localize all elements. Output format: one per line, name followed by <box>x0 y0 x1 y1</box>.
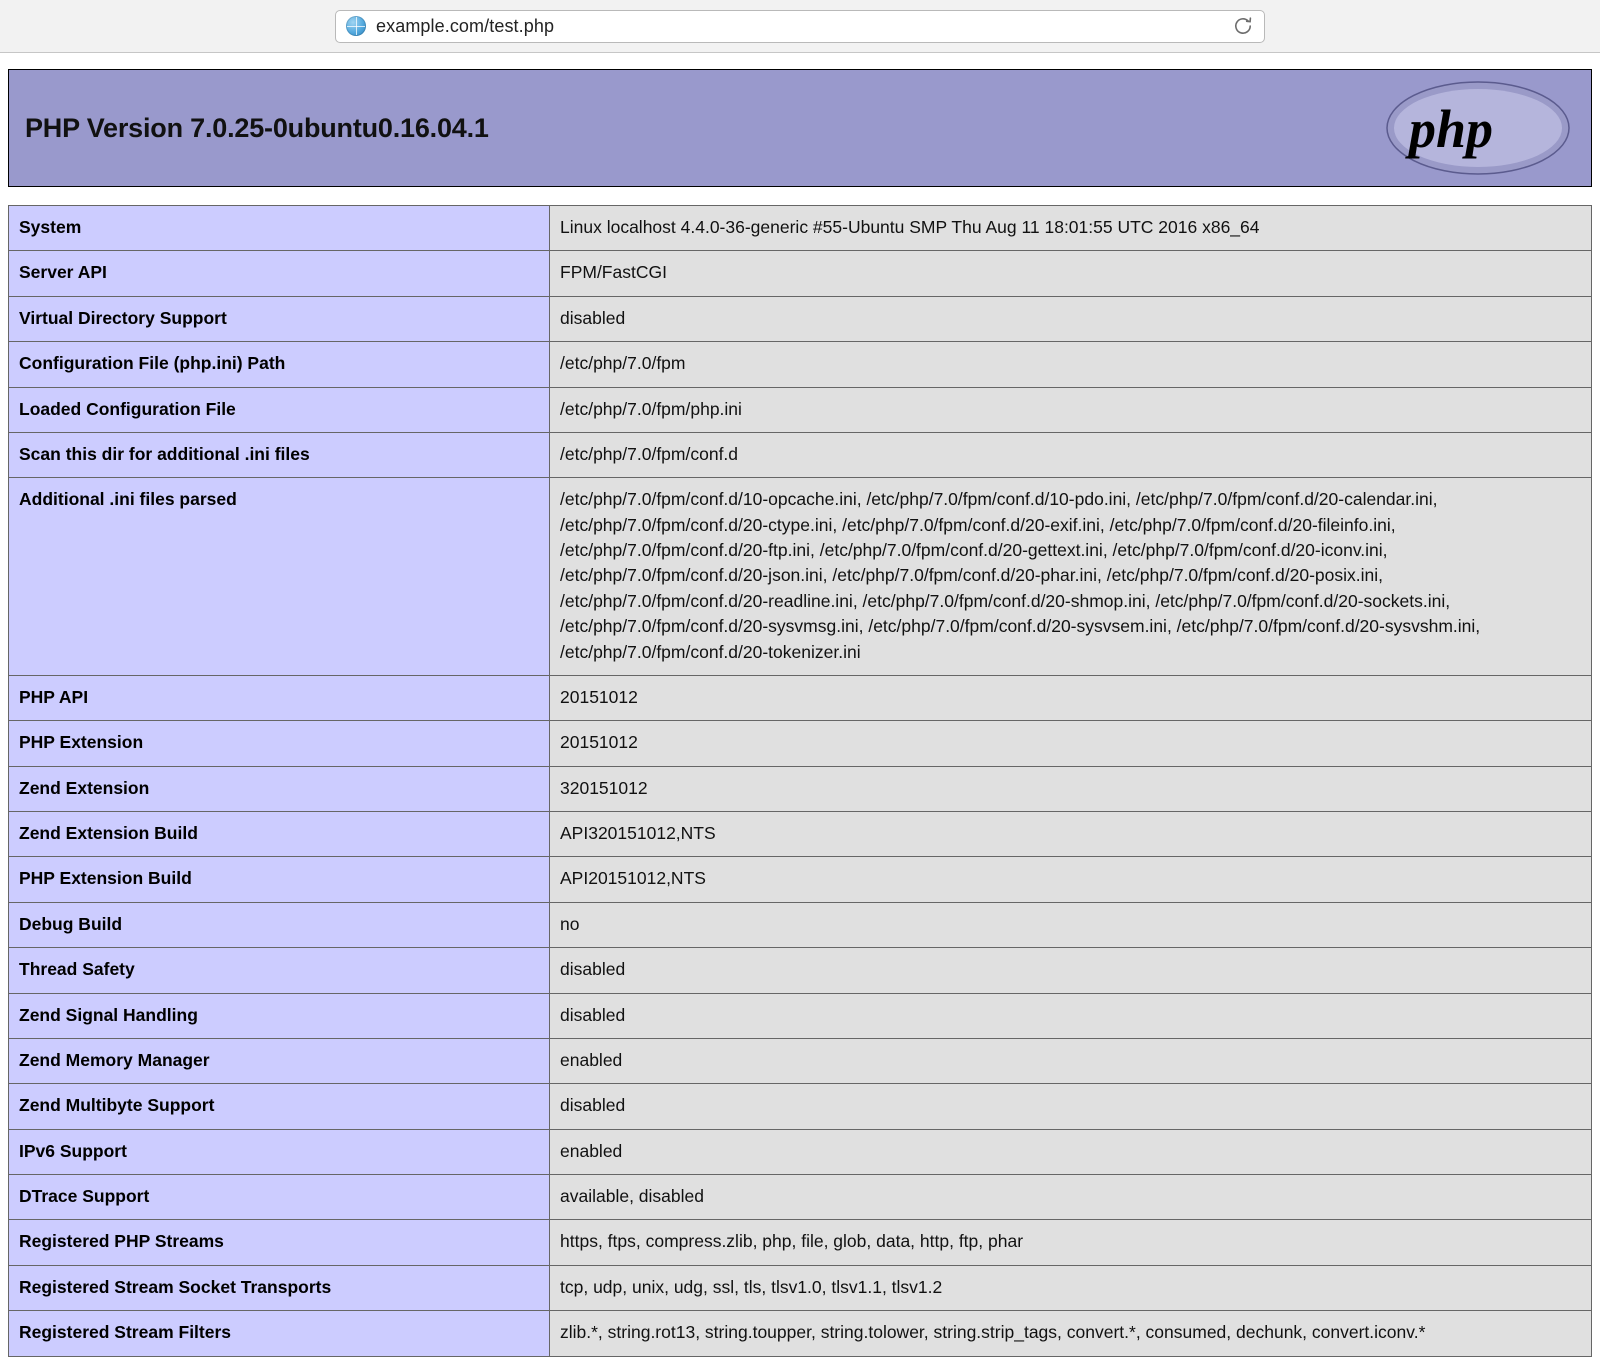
table-row <box>9 675 1592 720</box>
table-row <box>9 948 1592 993</box>
phpinfo-table-body <box>9 206 1592 1357</box>
table-row <box>9 1265 1592 1310</box>
table-row <box>9 296 1592 341</box>
row-value: https, ftps, compress.zlib, php, file, glob, data, http, ftp, phar <box>550 1220 1592 1265</box>
row-value: enabled <box>550 1129 1592 1174</box>
table-row <box>9 432 1592 477</box>
row-key: Zend Multibyte Support <box>9 1084 550 1129</box>
globe-icon <box>346 16 366 36</box>
row-value: 20151012 <box>550 675 1592 720</box>
table-row <box>9 1220 1592 1265</box>
phpinfo-page <box>0 69 1600 1357</box>
row-value: /etc/php/7.0/fpm/conf.d/10-opcache.ini, /etc/php/7.0/fpm/conf.d/10-pdo.ini, /etc/php/7.0/fpm/conf.d/20-calendar.ini, /etc/php/7.0/fpm/conf.d/20-ctype.ini, /etc/php/7.0/fpm/conf.d/20-exif.ini, /etc/php/7.0/fpm/conf.d/20-fileinfo.ini, /etc/php/7.0/fpm/conf.d/20-ftp.ini, /etc/php/7.0/fpm/conf.d/20-gettext.ini, /etc/php/7.0/fpm/conf.d/20-iconv.ini, /etc/php/7.0/fpm/conf.d/20-json.ini, /etc/php/7.0/fpm/conf.d/20-phar.ini, /etc/php/7.0/fpm/conf.d/20-posix.ini, /etc/php/7.0/fpm/conf.d/20-readline.ini, /etc/php/7.0/fpm/conf.d/20-shmop.ini, /etc/php/7.0/fpm/conf.d/20-sockets.ini, /etc/php/7.0/fpm/conf.d/20-sysvmsg.ini, /etc/php/7.0/fpm/conf.d/20-sysvsem.ini, /etc/php/7.0/fpm/conf.d/20-sysvshm.ini, /etc/php/7.0/fpm/conf.d/20-tokenizer.ini <box>550 478 1592 676</box>
row-value: zlib.*, string.rot13, string.toupper, string.tolower, string.strip_tags, convert.*, consumed, dechunk, convert.iconv.* <box>550 1311 1592 1356</box>
table-row <box>9 1038 1592 1083</box>
row-key: Registered Stream Filters <box>9 1311 550 1356</box>
table-row <box>9 1175 1592 1220</box>
php-version-header <box>8 69 1592 187</box>
row-value: API20151012,NTS <box>550 857 1592 902</box>
row-key: Zend Memory Manager <box>9 1038 550 1083</box>
table-row <box>9 1311 1592 1356</box>
row-key: Scan this dir for additional .ini files <box>9 432 550 477</box>
browser-toolbar <box>0 0 1600 53</box>
row-key: Additional .ini files parsed <box>9 478 550 676</box>
row-value: Linux localhost 4.4.0-36-generic #55-Ubuntu SMP Thu Aug 11 18:01:55 UTC 2016 x86_64 <box>550 206 1592 251</box>
row-key: Registered Stream Socket Transports <box>9 1265 550 1310</box>
row-value: available, disabled <box>550 1175 1592 1220</box>
row-value: no <box>550 902 1592 947</box>
row-value: disabled <box>550 948 1592 993</box>
row-value: tcp, udp, unix, udg, ssl, tls, tlsv1.0, tlsv1.1, tlsv1.2 <box>550 1265 1592 1310</box>
row-value: disabled <box>550 993 1592 1038</box>
row-key: Zend Extension Build <box>9 812 550 857</box>
table-row <box>9 766 1592 811</box>
row-value: disabled <box>550 296 1592 341</box>
row-value: FPM/FastCGI <box>550 251 1592 296</box>
address-bar-url: example.com/test.php <box>376 15 555 36</box>
table-row <box>9 721 1592 766</box>
row-key: Registered PHP Streams <box>9 1220 550 1265</box>
table-row <box>9 387 1592 432</box>
phpinfo-table <box>8 205 1592 1357</box>
row-value: API320151012,NTS <box>550 812 1592 857</box>
page-title: PHP Version 7.0.25-0ubuntu0.16.04.1 <box>25 112 489 143</box>
row-key: DTrace Support <box>9 1175 550 1220</box>
row-key: IPv6 Support <box>9 1129 550 1174</box>
row-value: 320151012 <box>550 766 1592 811</box>
table-row <box>9 902 1592 947</box>
address-bar[interactable] <box>335 10 1265 43</box>
row-key: Server API <box>9 251 550 296</box>
table-row <box>9 342 1592 387</box>
table-row <box>9 478 1592 676</box>
table-row <box>9 993 1592 1038</box>
row-value: disabled <box>550 1084 1592 1129</box>
row-key: Configuration File (php.ini) Path <box>9 342 550 387</box>
row-key: Loaded Configuration File <box>9 387 550 432</box>
row-value: /etc/php/7.0/fpm/php.ini <box>550 387 1592 432</box>
reload-icon[interactable] <box>1232 15 1254 37</box>
table-row <box>9 1084 1592 1129</box>
row-key: PHP Extension Build <box>9 857 550 902</box>
table-row <box>9 1129 1592 1174</box>
row-key: Zend Signal Handling <box>9 993 550 1038</box>
table-row <box>9 812 1592 857</box>
row-value: enabled <box>550 1038 1592 1083</box>
svg-text:php: php <box>1409 99 1494 159</box>
table-row <box>9 857 1592 902</box>
row-key: PHP API <box>9 675 550 720</box>
row-value: 20151012 <box>550 721 1592 766</box>
php-logo-icon <box>1383 78 1573 178</box>
row-key: Thread Safety <box>9 948 550 993</box>
row-value: /etc/php/7.0/fpm <box>550 342 1592 387</box>
table-row <box>9 251 1592 296</box>
table-row <box>9 206 1592 251</box>
row-key: PHP Extension <box>9 721 550 766</box>
row-key: System <box>9 206 550 251</box>
row-value: /etc/php/7.0/fpm/conf.d <box>550 432 1592 477</box>
row-key: Virtual Directory Support <box>9 296 550 341</box>
row-key: Zend Extension <box>9 766 550 811</box>
row-key: Debug Build <box>9 902 550 947</box>
